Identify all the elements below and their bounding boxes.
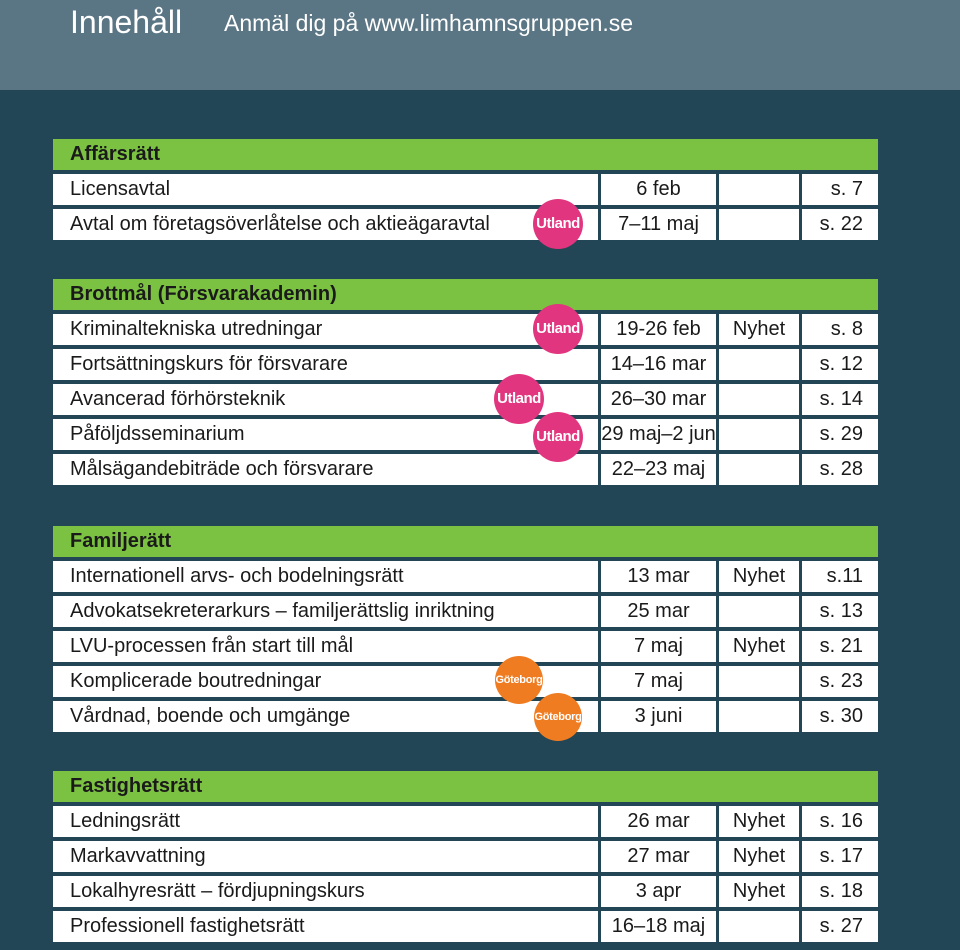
course-date: 26 mar: [601, 806, 716, 837]
goteborg-badge: Göteborg: [534, 693, 582, 741]
page-ref: s. 16: [802, 806, 878, 837]
page-ref: s. 17: [802, 841, 878, 872]
news-badge: [719, 384, 799, 415]
page-ref: s.11: [802, 561, 878, 592]
news-badge: [719, 209, 799, 240]
course-date: 26–30 mar: [601, 384, 716, 415]
section-title: Fastighetsrätt: [53, 771, 878, 802]
signup-link[interactable]: Anmäl dig på www.limhamnsgruppen.se: [224, 10, 634, 36]
table-row[interactable]: [53, 314, 878, 345]
course-name: Påföljdsseminarium: [53, 419, 598, 450]
section-affarsratt: [53, 139, 878, 240]
course-date: 19-26 feb: [601, 314, 716, 345]
course-name: Komplicerade boutredningar: [53, 666, 598, 697]
course-date: 6 feb: [601, 174, 716, 205]
news-badge: [719, 454, 799, 485]
course-date: 14–16 mar: [601, 349, 716, 380]
page-ref: s. 29: [802, 419, 878, 450]
page-ref: s. 30: [802, 701, 878, 732]
section-fastighetsratt: [53, 771, 878, 942]
news-badge: [719, 349, 799, 380]
table-row[interactable]: [53, 841, 878, 872]
news-badge: Nyhet: [719, 841, 799, 872]
section-brottmal: [53, 279, 878, 485]
course-name: Markavvattning: [53, 841, 598, 872]
course-date: 16–18 maj: [601, 911, 716, 942]
page-ref: s. 18: [802, 876, 878, 907]
table-row[interactable]: [53, 911, 878, 942]
table-row[interactable]: [53, 174, 878, 205]
page-ref: s. 23: [802, 666, 878, 697]
section-title: Affärsrätt: [53, 139, 878, 170]
course-name: Vårdnad, boende och umgänge: [53, 701, 598, 732]
course-date: 7 maj: [601, 631, 716, 662]
table-row[interactable]: [53, 349, 878, 380]
news-badge: Nyhet: [719, 876, 799, 907]
course-name: Internationell arvs- och bodelningsrätt: [53, 561, 598, 592]
news-badge: Nyhet: [719, 314, 799, 345]
page-ref: s. 8: [802, 314, 878, 345]
page-ref: s. 13: [802, 596, 878, 627]
section-familjeratt: [53, 526, 878, 732]
page-ref: s. 28: [802, 454, 878, 485]
table-row[interactable]: [53, 454, 878, 485]
page-ref: s. 21: [802, 631, 878, 662]
course-date: 27 mar: [601, 841, 716, 872]
page-ref: s. 27: [802, 911, 878, 942]
table-row[interactable]: [53, 631, 878, 662]
news-badge: [719, 596, 799, 627]
table-row[interactable]: [53, 209, 878, 240]
table-row[interactable]: [53, 666, 878, 697]
page-ref: s. 22: [802, 209, 878, 240]
course-date: 22–23 maj: [601, 454, 716, 485]
utland-badge: Utland: [533, 199, 583, 249]
news-badge: Nyhet: [719, 561, 799, 592]
news-badge: [719, 666, 799, 697]
course-name: Kriminaltekniska utredningar: [53, 314, 598, 345]
utland-badge: Utland: [494, 374, 544, 424]
course-date: 7 maj: [601, 666, 716, 697]
course-name: Ledningsrätt: [53, 806, 598, 837]
table-row[interactable]: [53, 561, 878, 592]
news-badge: Nyhet: [719, 631, 799, 662]
course-name: Avancerad förhörsteknik: [53, 384, 598, 415]
course-name: Professionell fastighetsrätt: [53, 911, 598, 942]
news-badge: [719, 701, 799, 732]
course-name: Avtal om företagsöverlåtelse och aktieägaravtal: [53, 209, 598, 240]
course-date: 3 juni: [601, 701, 716, 732]
table-row[interactable]: [53, 806, 878, 837]
section-title: Familjerätt: [53, 526, 878, 557]
course-date: 25 mar: [601, 596, 716, 627]
utland-badge: Utland: [533, 412, 583, 462]
news-badge: Nyhet: [719, 806, 799, 837]
table-row[interactable]: [53, 419, 878, 450]
course-name: Målsägandebiträde och försvarare: [53, 454, 598, 485]
utland-badge: Utland: [533, 304, 583, 354]
page-ref: s. 12: [802, 349, 878, 380]
news-badge: [719, 174, 799, 205]
header: [0, 0, 960, 90]
course-date: 7–11 maj: [601, 209, 716, 240]
table-row[interactable]: [53, 384, 878, 415]
course-date: 29 maj–2 jun: [601, 419, 716, 450]
news-badge: [719, 911, 799, 942]
course-date: 13 mar: [601, 561, 716, 592]
table-row[interactable]: [53, 596, 878, 627]
goteborg-badge: Göteborg: [495, 656, 543, 704]
page-ref: s. 14: [802, 384, 878, 415]
page-ref: s. 7: [802, 174, 878, 205]
course-name: Lokalhyresrätt – fördjupningskurs: [53, 876, 598, 907]
course-name: Licensavtal: [53, 174, 598, 205]
table-row[interactable]: [53, 701, 878, 732]
course-name: LVU-processen från start till mål: [53, 631, 598, 662]
course-name: Fortsättningskurs för försvarare: [53, 349, 598, 380]
section-title: Brottmål (Försvarakademin): [53, 279, 878, 310]
course-name: Advokatsekreterarkurs – familjerättslig inriktning: [53, 596, 598, 627]
news-badge: [719, 419, 799, 450]
course-date: 3 apr: [601, 876, 716, 907]
table-row[interactable]: [53, 876, 878, 907]
page-title: Innehåll: [70, 4, 183, 40]
